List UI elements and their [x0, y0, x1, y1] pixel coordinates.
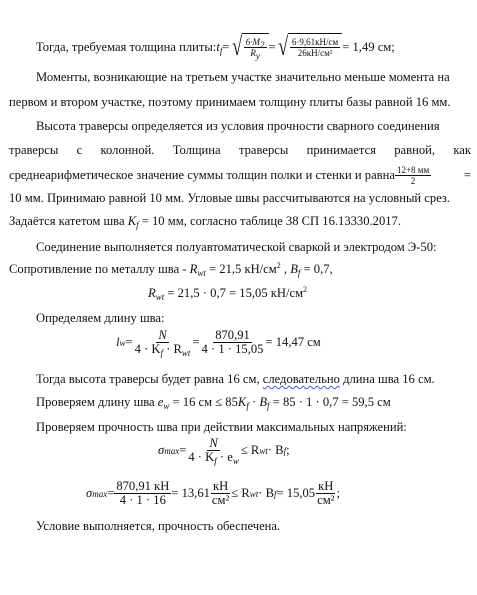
- fraction-den: 4 · 1 · 16: [119, 493, 166, 507]
- sqrt-2: [276, 33, 343, 61]
- symbol-r: R: [148, 286, 156, 300]
- symbol-sigma: σ: [158, 443, 165, 457]
- text: Тогда высота траверсы будет равна 16 см,: [36, 372, 263, 386]
- fraction-values: [290, 37, 340, 58]
- result: = 14,47 см: [265, 335, 321, 349]
- sqrt-body: [242, 33, 269, 61]
- justified-word: равной,: [394, 143, 436, 157]
- den-sub: y: [255, 51, 260, 61]
- equals: =: [179, 443, 187, 457]
- text: Сопротивление по металлу шва -: [9, 262, 190, 276]
- text: ≤ R: [240, 443, 260, 457]
- text: Задаётся катетом шва: [9, 214, 128, 228]
- symbol-l: l: [116, 335, 120, 349]
- text: ;: [336, 486, 340, 500]
- equals: =: [107, 486, 115, 500]
- paragraph-line: Определяем длину шва:: [36, 311, 165, 325]
- fraction-den: [186, 451, 241, 464]
- symbol-b: B: [259, 395, 268, 409]
- fraction-numeric: [114, 480, 171, 507]
- num-sub: 2: [260, 40, 265, 50]
- equation-stress-numeric: σ max = $\frac{870,91 кН}{4 \cdot 1 \cdot 16}$ = 13,61 $\frac{кН}{\text{см²}}$ ≤ R wt · B f = 15,05 $\frac{кН}{\text{см²}}$ ;: [86, 479, 340, 507]
- symbol-b-sub: f: [267, 401, 270, 411]
- fraction-num: 12+8 мм: [396, 165, 430, 175]
- paragraph-line: [36, 395, 391, 410]
- text: = 21,5 · 0,7 = 15,05 кН/см: [164, 286, 304, 300]
- text: = 0,7,: [300, 262, 333, 276]
- text: · B: [258, 486, 274, 500]
- paragraph-line: Моменты, возникающие на третьем участке значительно меньше момента на: [36, 70, 450, 84]
- paragraph-line: Высота траверсы определяется из условия прочности сварного соединения: [36, 119, 440, 133]
- text: ≤ R: [231, 486, 250, 500]
- superscript: 2: [303, 285, 308, 294]
- justified-word: траверсы: [238, 143, 289, 157]
- equation-weld-length: l w = $\frac{N}{4 \cdot K_f \cdot R_{wt}}$ = $\frac{870,91}{4 \cdot 1 \cdot 15,05}$ = 14,47 см: [116, 328, 321, 358]
- paragraph-line: 10 мм. Принимаю равной 10 мм. Угловые швы рассчитываются на условный срез.: [9, 191, 451, 205]
- text: = 16 см ≤ 85: [169, 395, 238, 409]
- symbol-b-sub: f: [297, 268, 301, 278]
- symbol-r-sub: wt: [155, 292, 165, 302]
- fraction-num: 870,91 кН: [116, 479, 170, 493]
- fraction-num: кН: [318, 479, 334, 493]
- text: = 21,5 кН/см: [205, 262, 277, 276]
- text: длина шва 16 см.: [339, 372, 435, 386]
- text: · B: [267, 443, 284, 457]
- den-text: 4 · K: [188, 450, 215, 464]
- equals: =: [463, 168, 471, 182]
- fraction-moment: [244, 37, 267, 61]
- fraction-num: N: [158, 328, 167, 342]
- justified-word: траверсы: [9, 143, 59, 157]
- justified-word: принимается: [306, 143, 376, 157]
- den-text: · R: [163, 342, 182, 356]
- den-text: R: [250, 48, 256, 58]
- fraction-num: 870,91: [215, 328, 250, 342]
- symbol-sigma: σ: [86, 486, 93, 500]
- justified-word: Толщина: [172, 143, 221, 157]
- fraction-num: 6·9,61кН/см: [291, 37, 339, 47]
- equals: =: [268, 39, 276, 54]
- symbol-t-sub: f: [219, 45, 223, 56]
- spellcheck-word: следовательно: [262, 372, 340, 386]
- symbol-k: K: [237, 395, 247, 409]
- symbol-k-sub: f: [246, 401, 249, 411]
- superscript: 2: [276, 261, 281, 270]
- symbol-e-sub: w: [163, 401, 170, 411]
- paragraph-line: Проверяем прочность шва при действии максимальных напряжений:: [36, 420, 407, 434]
- paragraph-line: [9, 214, 401, 229]
- symbol-k-sub: f: [136, 220, 139, 230]
- text: ·: [248, 395, 260, 409]
- symbol-e: e: [157, 395, 164, 409]
- fraction-den: 2: [410, 176, 416, 186]
- paragraph-line: [9, 262, 333, 277]
- text: = 10 мм, согласно таблице 38 СП 16.13330.2017.: [138, 214, 401, 228]
- symbol-r: R: [189, 262, 198, 276]
- fraction-den: 26кН/см²: [297, 48, 333, 58]
- fraction-den: [248, 48, 262, 61]
- text: среднеарифметическое значение суммы толщин полки и стенки и равна: [9, 168, 395, 182]
- text: ,: [280, 262, 291, 276]
- text: = 13,61: [171, 486, 210, 500]
- symbol-k: K: [127, 214, 137, 228]
- radical-sign: √: [231, 32, 242, 61]
- den-sub: f: [160, 348, 164, 358]
- den-text: 4 · K: [134, 342, 161, 356]
- paragraph-line: [36, 372, 435, 387]
- fraction-thickness: [395, 165, 431, 186]
- fraction-num: кН: [212, 479, 229, 493]
- equation-rwt: [148, 286, 307, 301]
- num-text: 6·M: [245, 37, 261, 47]
- fraction-symbolic: [133, 329, 193, 356]
- text: Тогда, требуемая толщина плиты:: [36, 39, 217, 54]
- fraction-num: N: [209, 436, 218, 450]
- plate-thickness-line: [36, 33, 395, 61]
- fraction-symbolic: [186, 437, 241, 464]
- fraction-unit: [210, 480, 231, 507]
- sqrt-body: [288, 33, 342, 61]
- equals: =: [222, 39, 230, 54]
- fraction-unit: [315, 480, 336, 507]
- text: = 85 · 1 · 0,7 = 59,5 см: [269, 395, 391, 409]
- radical-sign: √: [277, 32, 288, 61]
- fraction-numeric: [200, 329, 266, 356]
- fraction-den: см²: [211, 493, 230, 507]
- symbol-b: B: [290, 262, 298, 276]
- symbol-r-sub: wt: [197, 268, 206, 278]
- paragraph-line-fraction: [9, 165, 471, 186]
- fraction-den: [133, 343, 193, 356]
- den-sub: wt: [181, 348, 191, 358]
- fraction-den: 4 · 1 · 15,05: [201, 342, 264, 356]
- justified-word: колонной.: [100, 143, 155, 157]
- text: Проверяем длину шва: [36, 395, 158, 409]
- sqrt-1: [230, 33, 269, 61]
- result: = 1,49 см;: [342, 39, 395, 54]
- justified-line: [9, 143, 471, 158]
- justified-word: как: [453, 143, 471, 157]
- equals: =: [125, 335, 133, 349]
- text: = 15,05: [276, 486, 316, 500]
- den-sub: f: [214, 456, 217, 466]
- equals: =: [192, 335, 200, 349]
- paragraph-line: Условие выполняется, прочность обеспечена.: [36, 519, 281, 533]
- text: ;: [286, 443, 290, 457]
- equation-stress-symbolic: σ max = $\frac{N}{4 \cdot K_f \cdot e_w}$ ≤ R wt · B f ;: [158, 436, 290, 466]
- paragraph-line: Соединение выполняется полуавтоматической сваркой и электродом Э-50:: [36, 240, 437, 254]
- fraction-den: см²: [317, 493, 335, 507]
- den-sub: w: [232, 456, 239, 466]
- paragraph-line: первом и втором участке, поэтому принимаем толщину плиты базы равной 16 мм.: [9, 95, 451, 109]
- fraction-num: [244, 37, 267, 48]
- symbol-t-main: t: [216, 39, 220, 54]
- justified-word: с: [76, 143, 83, 157]
- den-text: · e: [216, 450, 233, 464]
